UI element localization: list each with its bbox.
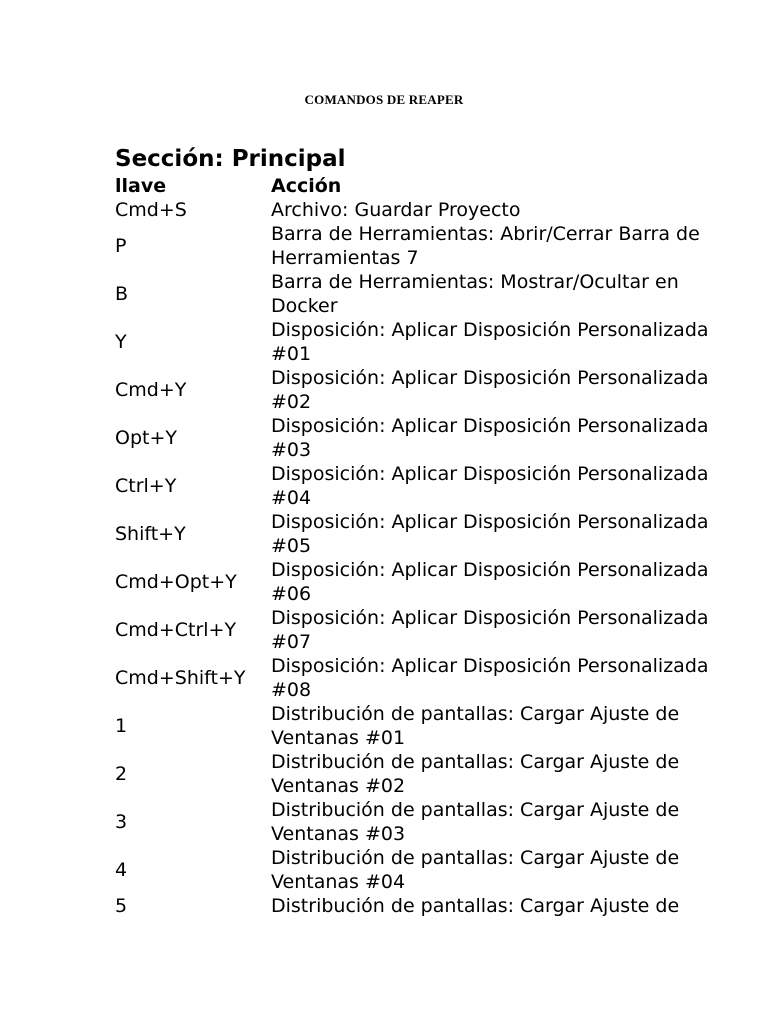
row-key: 1 — [115, 715, 128, 737]
table-row — [115, 750, 745, 798]
row-action: Disposición: Aplicar Disposición Personalizada #05 — [271, 511, 709, 557]
row-key: P — [115, 235, 127, 257]
row-action: Barra de Herramientas: Mostrar/Ocultar en Docker — [271, 271, 679, 317]
row-key: 3 — [115, 811, 128, 833]
document-title: COMANDOS DE REAPER — [304, 92, 464, 107]
row-key: Y — [115, 331, 127, 353]
table-row — [115, 846, 745, 894]
row-action: Disposición: Aplicar Disposición Personalizada #03 — [271, 415, 709, 461]
table-header-row — [115, 174, 745, 198]
row-action: Distribución de pantallas: Cargar Ajuste de — [271, 895, 680, 917]
table-row — [115, 894, 745, 918]
table-row — [115, 558, 745, 606]
table-row — [115, 270, 745, 318]
row-key: Cmd+Y — [115, 379, 187, 401]
row-action: Disposición: Aplicar Disposición Personalizada #04 — [271, 463, 709, 509]
row-key: Cmd+S — [115, 199, 187, 221]
commands-table — [115, 174, 745, 918]
row-action: Archivo: Guardar Proyecto — [271, 199, 521, 221]
table-row — [115, 462, 745, 510]
row-action: Distribución de pantallas: Cargar Ajuste de Ventanas #01 — [271, 703, 680, 749]
table-row — [115, 414, 745, 462]
table-row — [115, 510, 745, 558]
table-row — [115, 318, 745, 366]
header-key: llave — [115, 175, 167, 197]
table-row — [115, 702, 745, 750]
row-action: Disposición: Aplicar Disposición Personalizada #01 — [271, 319, 709, 365]
row-action: Distribución de pantallas: Cargar Ajuste de Ventanas #04 — [271, 847, 680, 893]
table-body — [115, 198, 745, 918]
row-key: 2 — [115, 763, 128, 785]
row-action: Disposición: Aplicar Disposición Personalizada #06 — [271, 559, 709, 605]
row-key: Shift+Y — [115, 523, 186, 545]
row-action: Disposición: Aplicar Disposición Personalizada #07 — [271, 607, 709, 653]
table-row — [115, 798, 745, 846]
row-action: Distribución de pantallas: Cargar Ajuste de Ventanas #02 — [271, 751, 680, 797]
row-action: Disposición: Aplicar Disposición Personalizada #02 — [271, 367, 709, 413]
row-key: Ctrl+Y — [115, 475, 177, 497]
row-key: Cmd+Ctrl+Y — [115, 619, 237, 641]
table-row — [115, 222, 745, 270]
document-content — [115, 144, 745, 918]
row-key: B — [115, 283, 129, 305]
row-key: Opt+Y — [115, 427, 177, 449]
row-key: 5 — [115, 895, 128, 917]
row-key: 4 — [115, 859, 128, 881]
row-key: Cmd+Opt+Y — [115, 571, 237, 593]
row-action: Barra de Herramientas: Abrir/Cerrar Barra de Herramientas 7 — [271, 223, 700, 269]
section-heading: Sección: Principal — [115, 146, 346, 172]
header-action: Acción — [271, 175, 342, 197]
row-action: Disposición: Aplicar Disposición Personalizada #08 — [271, 655, 709, 701]
row-key: Cmd+Shift+Y — [115, 667, 246, 689]
table-row — [115, 654, 745, 702]
table-row — [115, 606, 745, 654]
table-row — [115, 366, 745, 414]
row-action: Distribución de pantallas: Cargar Ajuste de Ventanas #03 — [271, 799, 680, 845]
table-row — [115, 198, 745, 222]
